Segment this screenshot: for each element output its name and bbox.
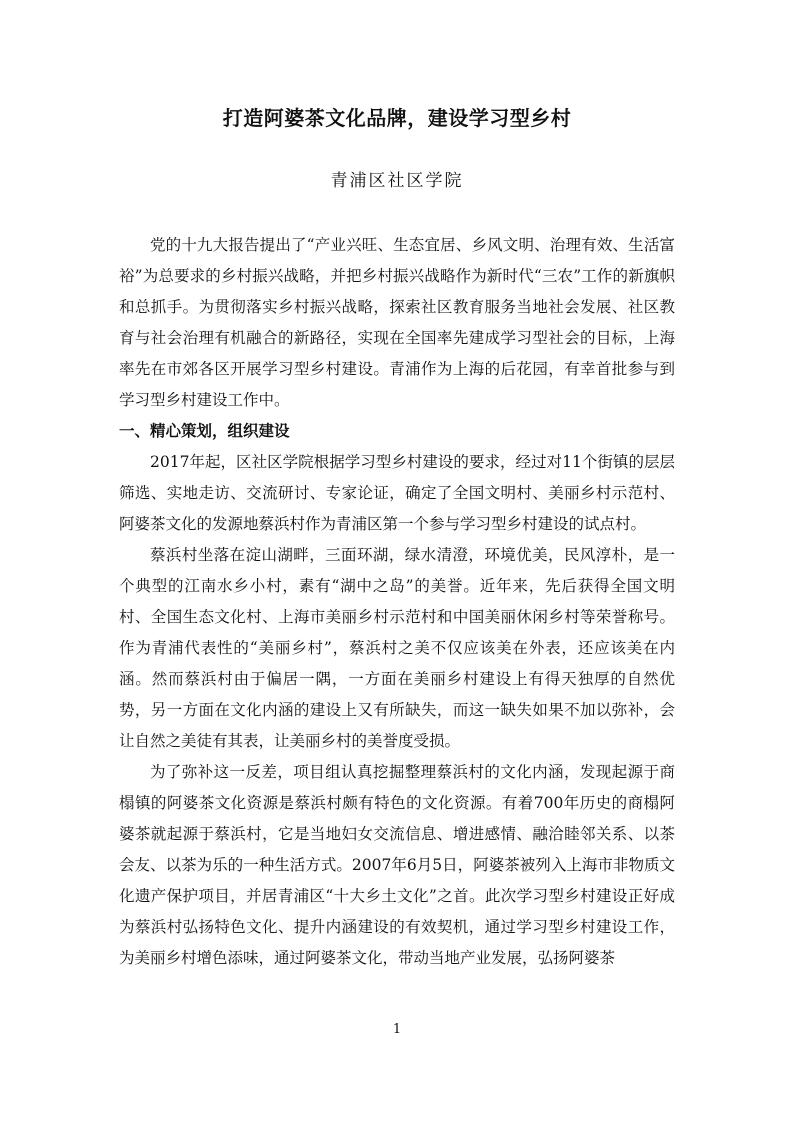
paragraph-selection: 2017年起，区社区学院根据学习型乡村建设的要求，经过对11个街镇的层层筛选、实地走访、交流研讨、专家论证，确定了全国文明村、美丽乡村示范村、阿婆茶文化的发源地蔡浜村作为青浦区第一个参与学习型乡村建设的试点村。 [119, 453, 675, 533]
paragraph-culture: 为了弥补这一反差，项目组认真挖掘整理蔡浜村的文化内涵，发现起源于商榻镇的阿婆茶文化资源是蔡浜村颇有特色的文化资源。有着700年历史的商榻阿婆茶就起源于蔡浜村，它是当地妇女交流信息、增进感情、融洽睦邻关系、以茶会友、以茶为乐的一种生活方式。2007年6月5日，阿婆茶被列入上海市非物质文化遗产保护项目，并居青浦区“十大乡土文化”之首。此次学习型乡村建设正好成为蔡浜村弘扬特色文化、提升内涵建设的有效契机，通过学习型乡村建设工作，为美丽乡村增色添味，通过阿婆茶文化，带动当地产业发展，弘扬阿婆茶 [119, 763, 675, 967]
section-heading: 一、精心策划，组织建设 [119, 422, 290, 440]
document-title: 打造阿婆茶文化品牌，建设学习型乡村 [222, 106, 572, 130]
document-body [119, 230, 675, 974]
paragraph-intro: 党的十九大报告提出了“产业兴旺、生态宜居、乡风文明、治理有效、生活富裕”为总要求的乡村振兴战略，并把乡村振兴战略作为新时代“三农”工作的新旗帜和总抓手。为贯彻落实乡村振兴战略，探索社区教育服务当地社会发展、社区教育与社会治理有机融合的新路径，实现在全国率先建成学习型社会的目标，上海率先在市郊各区开展学习型乡村建设。青浦作为上海的后花园，有幸首批参与到学习型乡村建设工作中。 [119, 236, 675, 409]
page-number: 1 [392, 1022, 402, 1037]
document-author: 青浦区社区学院 [330, 171, 464, 191]
paragraph-village: 蔡浜村坐落在淀山湖畔，三面环湖，绿水清澄，环境优美，民风淳朴，是一个典型的江南水乡小村，素有“湖中之岛”的美誉。近年来，先后获得全国文明村、全国生态文化村、上海市美丽乡村示范村和中国美丽休闲乡村等荣誉称号。作为青浦代表性的“美丽乡村”，蔡浜村之美不仅应该美在外表，还应该美在内涵。然而蔡浜村由于偏居一隅，一方面在美丽乡村建设上有得天独厚的自然优势，另一方面在文化内涵的建设上又有所缺失，而这一缺失如果不加以弥补，会让自然之美徒有其表，让美丽乡村的美誉度受损。 [119, 546, 675, 750]
